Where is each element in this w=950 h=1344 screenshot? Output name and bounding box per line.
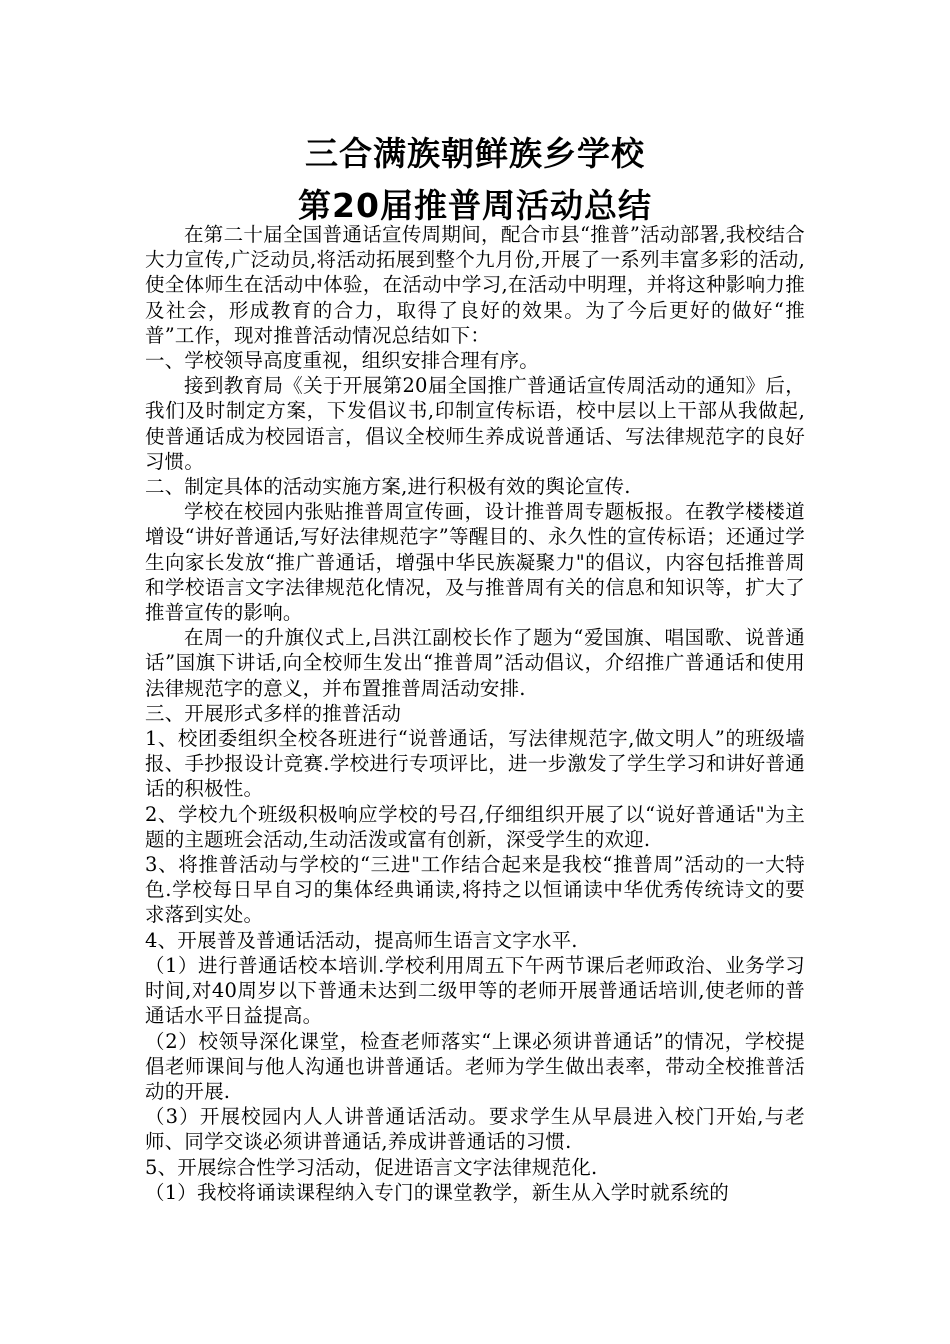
list-item: 4、开展普及普通话活动，提高师生语言文字水平. bbox=[145, 928, 578, 952]
sub-list-item: （1）进行普通话校本培训.学校利用周五下午两节课后老师政治、业务学习时间,对40周岁以下普通未达到二级甲等的老师开展普通话培训,使老师的普通话水平日益提高。 bbox=[145, 953, 805, 1028]
section-heading-2: 二、制定具体的活动实施方案,进行积极有效的舆论宣传. bbox=[145, 475, 631, 499]
paragraph: 在周一的升旗仪式上,吕洪江副校长作了题为“爱国旗、唱国歌、说普通话”国旗下讲话,向全校师生发出“推普周”活动倡议，介绍推广普通话和使用法律规范字的意义，并布置推普周活动安排. bbox=[145, 626, 805, 700]
paragraph: 接到教育局《关于开展第20届全国推广普通话宣传周活动的通知》后，我们及时制定方案，下发倡议书,印制宣传标语，校中层以上干部从我做起,使普通话成为校园语言，倡议全校师生养成说普通话、写法律规范字的良好习惯。 bbox=[145, 374, 805, 473]
list-item: 5、开展综合性学习活动，促进语言文字法律规范化. bbox=[145, 1155, 598, 1179]
section-heading-3: 三、开展形式多样的推普活动 bbox=[145, 701, 402, 725]
paragraph-intro: 在第二十届全国普通话宣传周期间，配合市县“推普”活动部署,我校结合大力宣传,广泛动员,将活动拓展到整个九月份,开展了一系列丰富多彩的活动,使全体师生在活动中体验，在活动中学习,在活动中明理，并将这种影响力推及社会，形成教育的合力，取得了良好的效果。为了今后更好的做好“推普”工作，现对推普活动情况总结如下： bbox=[145, 223, 805, 347]
sub-list-item: （2）校领导深化课堂，检查老师落实“上课必须讲普通话”的情况，学校提倡老师课间与他人沟通也讲普通话。老师为学生做出表率，带动全校推普活动的开展. bbox=[145, 1029, 805, 1103]
body-text bbox=[145, 222, 805, 1205]
sub-list-item: （1）我校将诵读课程纳入专门的课堂教学，新生从入学时就系统的 bbox=[145, 1180, 729, 1204]
section-heading-1: 一、学校领导高度重视，组织安排合理有序。 bbox=[145, 349, 540, 373]
title-block bbox=[0, 128, 950, 232]
list-item: 3、将推普活动与学校的“三进"工作结合起来是我校“推普周”活动的一大特色.学校每日早自习的集体经典诵读,将持之以恒诵读中华优秀传统诗文的要求落到实处。 bbox=[145, 853, 805, 927]
title-school: 三合满族朝鲜族乡学校 bbox=[305, 134, 645, 173]
paragraph: 学校在校园内张贴推普周宣传画，设计推普周专题板报。在教学楼楼道增设“讲好普通话,写好法律规范字”等醒目的、永久性的宣传标语；还通过学生向家长发放“推广普通话，增强中华民族凝聚力"的倡议，内容包括推普周和学校语言文字法律规范化情况，及与推普周有关的信息和知识等，扩大了推普宣传的影响。 bbox=[145, 500, 805, 625]
sub-list-item: （3）开展校园内人人讲普通话活动。要求学生从早晨进入校门开始,与老师、同学交谈必须讲普通话,养成讲普通话的习惯. bbox=[145, 1105, 805, 1154]
title-report: 第20届推普周活动总结 bbox=[298, 186, 652, 225]
list-item: 1、校团委组织全校各班进行“说普通话，写法律规范字,做文明人”的班级墙报、手抄报设计竞赛.学校进行专项评比，进一步激发了学生学习和讲好普通话的积极性。 bbox=[145, 727, 805, 801]
list-item: 2、学校九个班级积极响应学校的号召,仔细组织开展了以“说好普通话"为主题的主题班会活动,生动活泼或富有创新，深受学生的欢迎. bbox=[145, 802, 805, 851]
